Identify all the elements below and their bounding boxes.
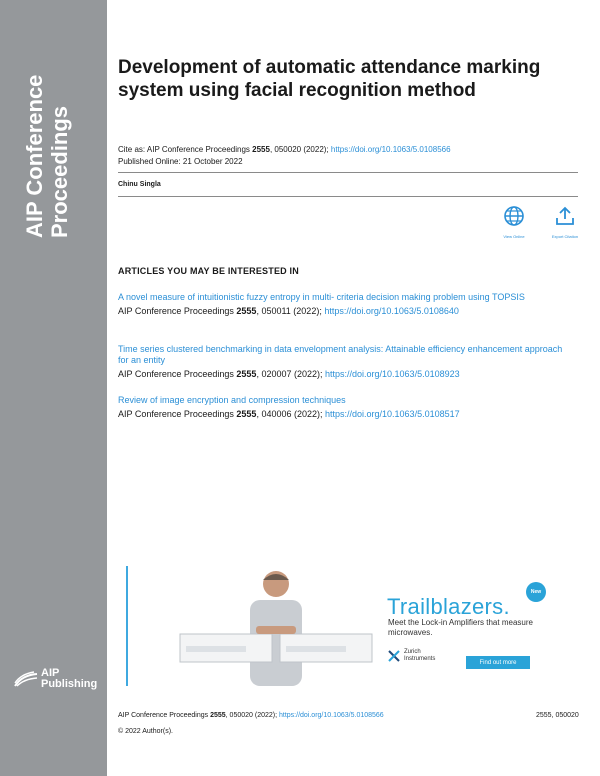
divider	[118, 196, 578, 197]
related-article-title[interactable]: A novel measure of intuitionistic fuzzy entropy in multi- criteria decision making problem using TOPSIS	[118, 292, 525, 302]
journal-name[interactable]	[22, 75, 72, 238]
citation-prefix: AIP Conference Proceedings	[118, 369, 237, 379]
related-article	[118, 344, 573, 380]
citation-rest: , 050011 (2022);	[256, 306, 325, 316]
sidebar	[0, 0, 107, 776]
related-article-doi-link[interactable]: https://doi.org/10.1063/5.0108517	[325, 409, 460, 419]
paper-title: Development of automatic attendance marking system using facial recognition method	[118, 57, 541, 101]
view-online-button[interactable]	[494, 205, 534, 239]
published-date: Published Online: 21 October 2022	[118, 157, 243, 166]
citation-volume: 2555	[236, 409, 257, 419]
citation-rest: , 040006 (2022);	[256, 409, 325, 419]
citation-line	[118, 144, 451, 155]
journal-name-line2: Proceedings	[47, 105, 72, 238]
paper-doi-link[interactable]: https://doi.org/10.1063/5.0108566	[330, 145, 451, 154]
citation-volume: 2555	[210, 712, 226, 719]
related-article	[118, 395, 573, 420]
zurich-instruments-name	[404, 649, 435, 663]
export-icon	[554, 205, 576, 227]
footer-citation	[118, 712, 384, 719]
related-article-title[interactable]: Time series clustered benchmarking in data envelopment analysis: Attainable efficiency enhancement approach for an entity	[118, 344, 563, 365]
zurich-x-icon	[388, 650, 400, 662]
advertisement-banner[interactable]	[126, 566, 542, 686]
zurich-instruments-line1: Zurich	[404, 649, 421, 655]
citation-volume: 2555	[236, 306, 257, 316]
ad-tagline: Meet the Lock-in Amplifiers that measure microwaves.	[388, 618, 533, 637]
ad-accent-bar	[126, 566, 128, 686]
related-article-doi-link[interactable]: https://doi.org/10.1063/5.0108640	[324, 306, 459, 316]
publisher-name	[41, 668, 97, 690]
footer-doi-link[interactable]: https://doi.org/10.1063/5.0108566	[279, 712, 384, 719]
new-badge: New	[526, 582, 546, 602]
related-article-citation	[118, 369, 573, 380]
divider	[118, 172, 578, 173]
citation-volume: 2555	[236, 369, 257, 379]
globe-icon	[503, 205, 525, 227]
citation-prefix: AIP Conference Proceedings	[118, 409, 237, 419]
citation-volume: 2555	[252, 145, 270, 154]
copyright: © 2022 Author(s).	[118, 728, 173, 735]
citation-rest: , 020007 (2022);	[256, 369, 325, 379]
export-citation-button[interactable]	[545, 205, 585, 239]
zurich-instruments-line2: Instruments	[404, 656, 436, 662]
find-out-more-button[interactable]: Find out more	[466, 656, 530, 669]
footer-page-number: 2555, 050020	[536, 712, 579, 719]
export-citation-label: Export Citation	[551, 234, 579, 239]
citation-prefix: AIP Conference Proceedings	[118, 712, 211, 719]
journal-name-line1: AIP Conference	[22, 74, 47, 238]
citation-prefix: Cite as: AIP Conference Proceedings	[118, 145, 253, 154]
publisher-name-line2: Publishing	[41, 678, 98, 690]
publisher-wave-icon	[14, 671, 38, 687]
author-name: Chinu Singla	[118, 181, 161, 188]
citation-prefix: AIP Conference Proceedings	[118, 306, 237, 316]
publisher-logo[interactable]	[14, 668, 97, 690]
view-online-label: View Online	[503, 234, 525, 239]
ad-person-illustration	[176, 566, 376, 686]
citation-rest: , 050020 (2022);	[225, 712, 279, 719]
publisher-name-line1: AIP	[41, 667, 60, 679]
ad-headline: Trailblazers.	[387, 594, 510, 619]
related-article-doi-link[interactable]: https://doi.org/10.1063/5.0108923	[325, 369, 460, 379]
citation-rest: , 050020 (2022);	[269, 145, 331, 154]
zurich-instruments-logo	[388, 649, 435, 663]
related-article	[118, 292, 573, 317]
related-article-citation	[118, 306, 573, 317]
related-article-title[interactable]: Review of image encryption and compression techniques	[118, 395, 346, 405]
related-articles-heading: ARTICLES YOU MAY BE INTERESTED IN	[118, 266, 299, 276]
related-article-citation	[118, 409, 573, 420]
